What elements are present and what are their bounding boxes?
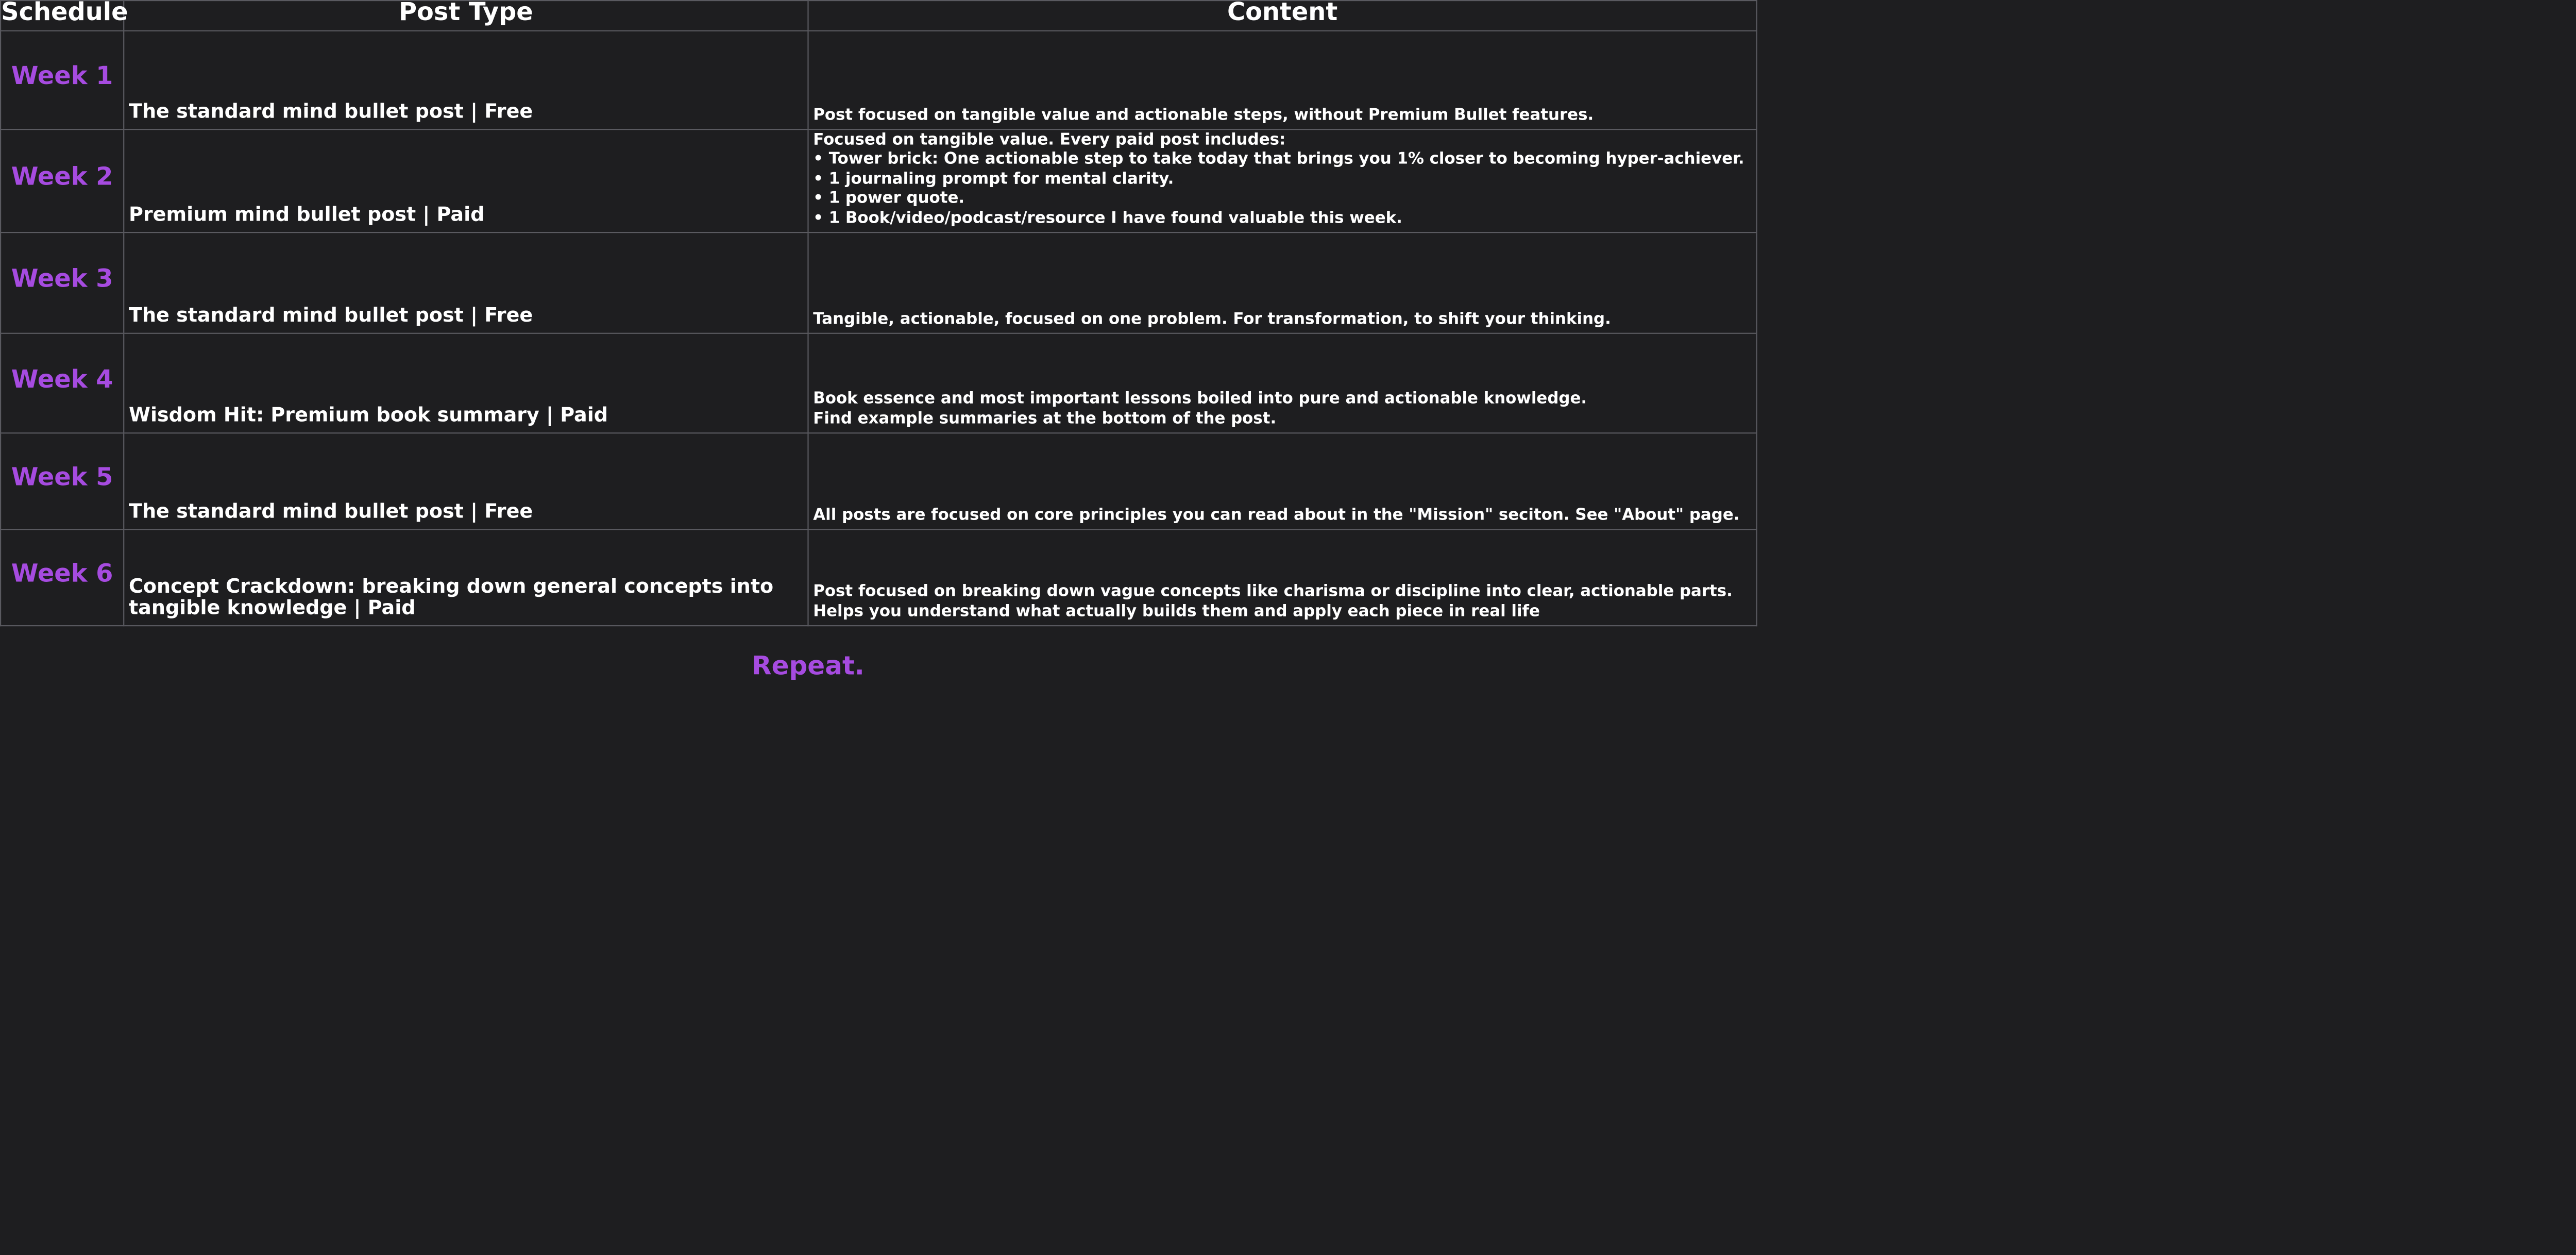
week-label: Week 6 (1, 529, 124, 626)
repeat-label: Repeat. (752, 652, 865, 681)
post-type-cell: Concept Crackdown: breaking down general concepts into tangible knowledge | Paid (124, 529, 808, 626)
content-line: Helps you understand what actually builds them and apply each piece in real life (813, 602, 1540, 621)
header-content: Content (808, 1, 1756, 31)
content-line: Focused on tangible value. Every paid post includes: (813, 130, 1286, 149)
week-label: Week 5 (1, 433, 124, 529)
week-label: Week 2 (1, 129, 124, 232)
content-line: Book essence and most important lessons boiled into pure and actionable knowledge. (813, 390, 1587, 408)
header-schedule: Schedule (1, 1, 124, 31)
post-type-cell: Wisdom Hit: Premium book summary | Paid (124, 333, 808, 433)
post-type-cell: Premium mind bullet post | Paid (124, 129, 808, 232)
content-line: All posts are focused on core principles you can read about in the "Mission" seciton. See "About" page. (813, 506, 1740, 524)
content-line: Tangible, actionable, focused on one problem. For transformation, to shift your thinking. (813, 310, 1611, 328)
content-bullet: • 1 Book/video/podcast/resource I have found valuable this week. (813, 209, 1402, 227)
header-post-type: Post Type (124, 1, 808, 31)
content-line: Find example summaries at the bottom of the post. (813, 409, 1277, 428)
content-line: Post focused on breaking down vague concepts like charisma or discipline into clear, actionable parts. (813, 582, 1733, 601)
post-type-cell: The standard mind bullet post | Free (124, 232, 808, 333)
week-label: Week 1 (1, 31, 124, 129)
content-bullet: • 1 power quote. (813, 189, 965, 208)
post-type-cell: The standard mind bullet post | Free (124, 31, 808, 129)
week-label: Week 3 (1, 232, 124, 333)
content-bullet: • 1 journaling prompt for mental clarity. (813, 170, 1174, 188)
post-type-cell: The standard mind bullet post | Free (124, 433, 808, 529)
week-label: Week 4 (1, 333, 124, 433)
content-line: Post focused on tangible value and actionable steps, without Premium Bullet features. (813, 106, 1594, 124)
content-bullet: • Tower brick: One actionable step to take today that brings you 1% closer to becoming hyper-achiever. (813, 150, 1744, 169)
